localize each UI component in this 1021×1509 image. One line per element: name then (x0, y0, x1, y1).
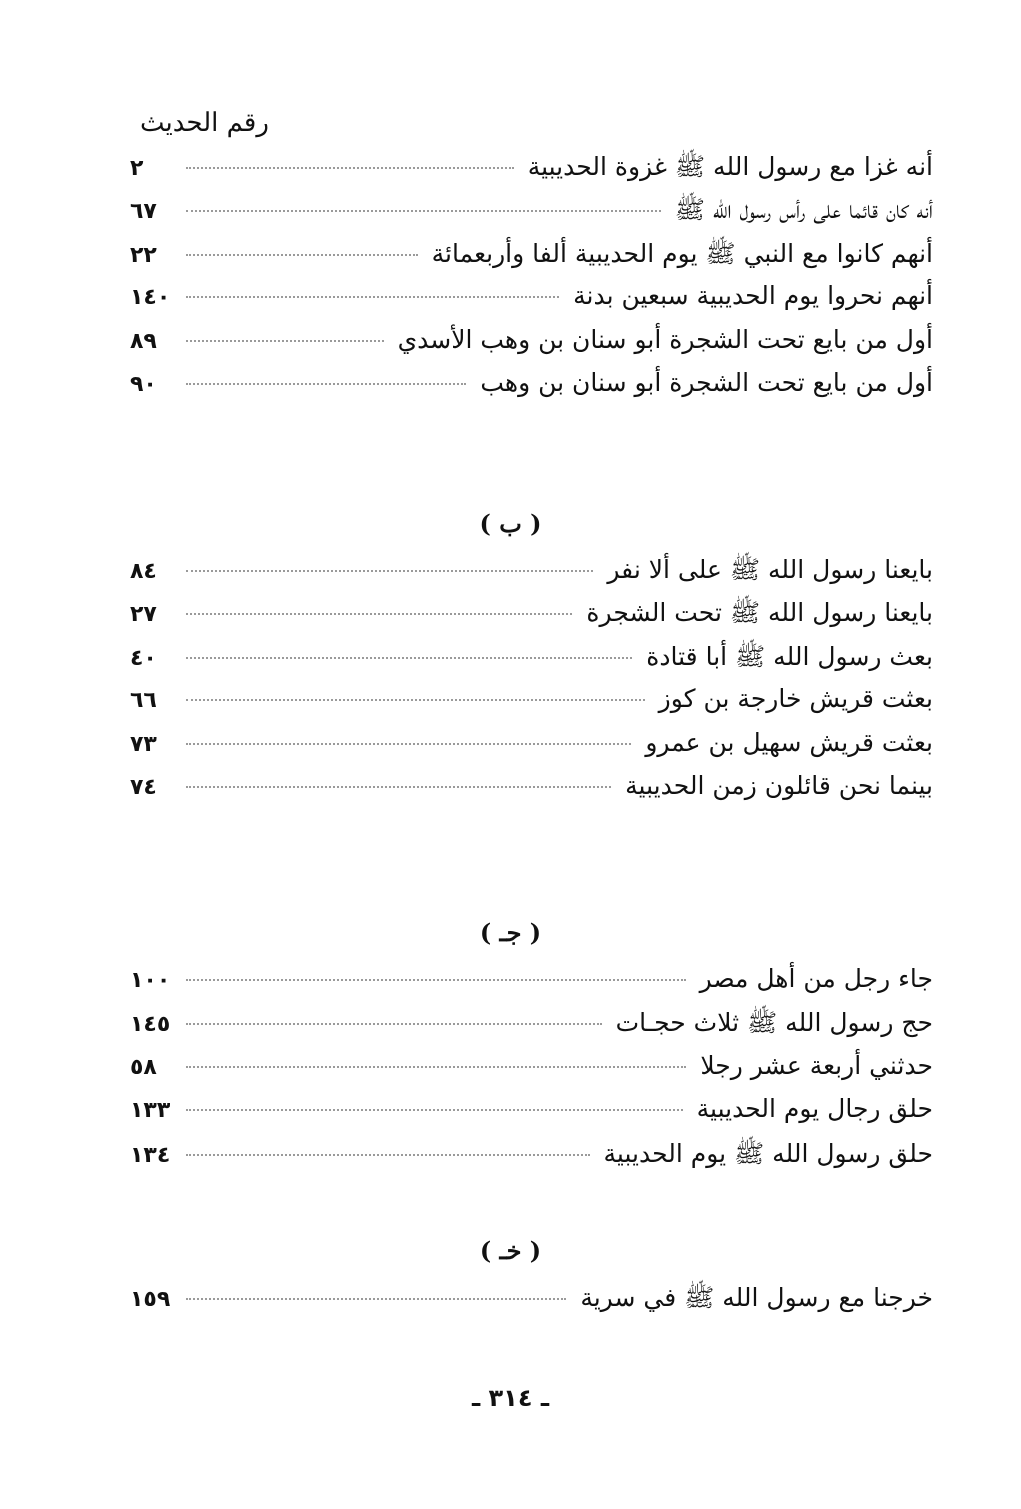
leader-dots (186, 210, 661, 212)
entry-text: حلق رسول الله ﷺ يوم الحديبية (603, 1138, 933, 1168)
entry-text: بينما نحن قائلون زمن الحديبية (625, 770, 933, 800)
hadith-number: ٥٨ (130, 1054, 157, 1080)
hadith-number: ٦٦ (130, 688, 157, 714)
index-entry (130, 1007, 933, 1050)
hadith-number: ١٠٠ (130, 968, 171, 993)
hadith-number: ١٤٥ (130, 1012, 171, 1038)
leader-dots (186, 1154, 590, 1156)
hadith-number: ١٣٤ (130, 1142, 171, 1168)
leader-dots (186, 1023, 602, 1025)
leader-dots (186, 296, 559, 298)
hadith-number: ١٤٠ (130, 285, 171, 311)
hadith-number: ١٣٣ (130, 1098, 171, 1124)
index-entry (130, 728, 933, 771)
index-section-alif (130, 151, 933, 411)
index-entry (130, 1051, 933, 1094)
entry-text: بعث رسول الله ﷺ أبا قتادة (646, 641, 933, 671)
leader-dots (186, 699, 645, 701)
leader-dots (186, 340, 384, 342)
hadith-number: ٨٩ (130, 328, 157, 354)
column-header: رقم الحديث (140, 108, 269, 138)
section-heading-ba: ( ب ) (479, 509, 542, 538)
leader-dots (186, 570, 593, 572)
entry-text: بعثت قريش خارجة بن كوز (658, 684, 933, 714)
entry-text: أنهم نحروا يوم الحديبية سبعين بدنة (573, 281, 933, 311)
entry-text: حج رسول الله ﷺ ثلاث حجـات (615, 1008, 933, 1038)
index-entry (130, 964, 933, 1007)
hadith-number: ٢٢ (130, 242, 157, 268)
section-heading-jim: ( جـ ) (479, 918, 542, 947)
section-heading-kha: ( خـ ) (479, 1236, 542, 1265)
entry-text: أنه كان قائما على رأس رسول الله ﷺ (674, 195, 933, 225)
index-entry (130, 641, 933, 684)
leader-dots (186, 1109, 683, 1111)
entry-text: أول من بايع تحت الشجرة أبو سنان بن وهب (480, 367, 933, 397)
index-entry (130, 1138, 933, 1181)
entry-text: أنه غزا مع رسول الله ﷺ غزوة الحديبية (527, 152, 933, 181)
entry-text: بايعنا رسول الله ﷺ على ألا نفر (607, 555, 933, 584)
index-section-ba (130, 554, 933, 814)
index-entry (130, 368, 933, 411)
leader-dots (186, 167, 514, 169)
index-entry (130, 554, 933, 597)
page-number: ـ ٣١٤ ـ (471, 1384, 550, 1412)
entry-text: حدثني أربعة عشر رجلا (700, 1050, 933, 1080)
index-entry (130, 238, 933, 281)
hadith-number: ٤٠ (130, 645, 157, 671)
entry-text: أنهم كانوا مع النبي ﷺ يوم الحديبية ألفا وأربعمائة (431, 238, 933, 268)
entry-text: أول من بايع تحت الشجرة أبو سنان بن وهب الأسدي (397, 324, 933, 354)
index-entry (130, 684, 933, 727)
leader-dots (186, 743, 631, 745)
entry-text: خرجنا مع رسول الله ﷺ في سرية (580, 1283, 933, 1312)
hadith-number: ٦٧ (130, 199, 157, 225)
index-entry (130, 597, 933, 640)
index-entry (130, 1282, 933, 1325)
leader-dots (186, 786, 611, 788)
hadith-number: ٧٣ (130, 731, 157, 757)
hadith-number: ٧٤ (130, 774, 157, 800)
leader-dots (186, 383, 466, 385)
index-section-kha (130, 1282, 933, 1325)
entry-text: جاء رجل من أهل مصر (699, 964, 933, 993)
leader-dots (186, 1066, 686, 1068)
index-entry (130, 325, 933, 368)
leader-dots (186, 1298, 566, 1300)
index-entry (130, 281, 933, 324)
hadith-number: ١٥٩ (130, 1287, 171, 1312)
hadith-number: ٢٧ (130, 602, 157, 628)
index-entry (130, 771, 933, 814)
hadith-number: ٨٤ (130, 559, 157, 584)
hadith-number: ٩٠ (130, 371, 157, 397)
index-section-jim (130, 964, 933, 1181)
entry-text: بايعنا رسول الله ﷺ تحت الشجرة (586, 598, 933, 628)
leader-dots (186, 254, 418, 256)
index-entry (130, 194, 933, 237)
index-entry (130, 151, 933, 194)
leader-dots (186, 657, 632, 659)
hadith-number: ٢ (130, 156, 144, 181)
entry-text: بعثت قريش سهيل بن عمرو (645, 727, 933, 757)
leader-dots (186, 613, 572, 615)
leader-dots (186, 979, 686, 981)
index-entry (130, 1094, 933, 1137)
entry-text: حلق رجال يوم الحديبية (696, 1094, 933, 1124)
